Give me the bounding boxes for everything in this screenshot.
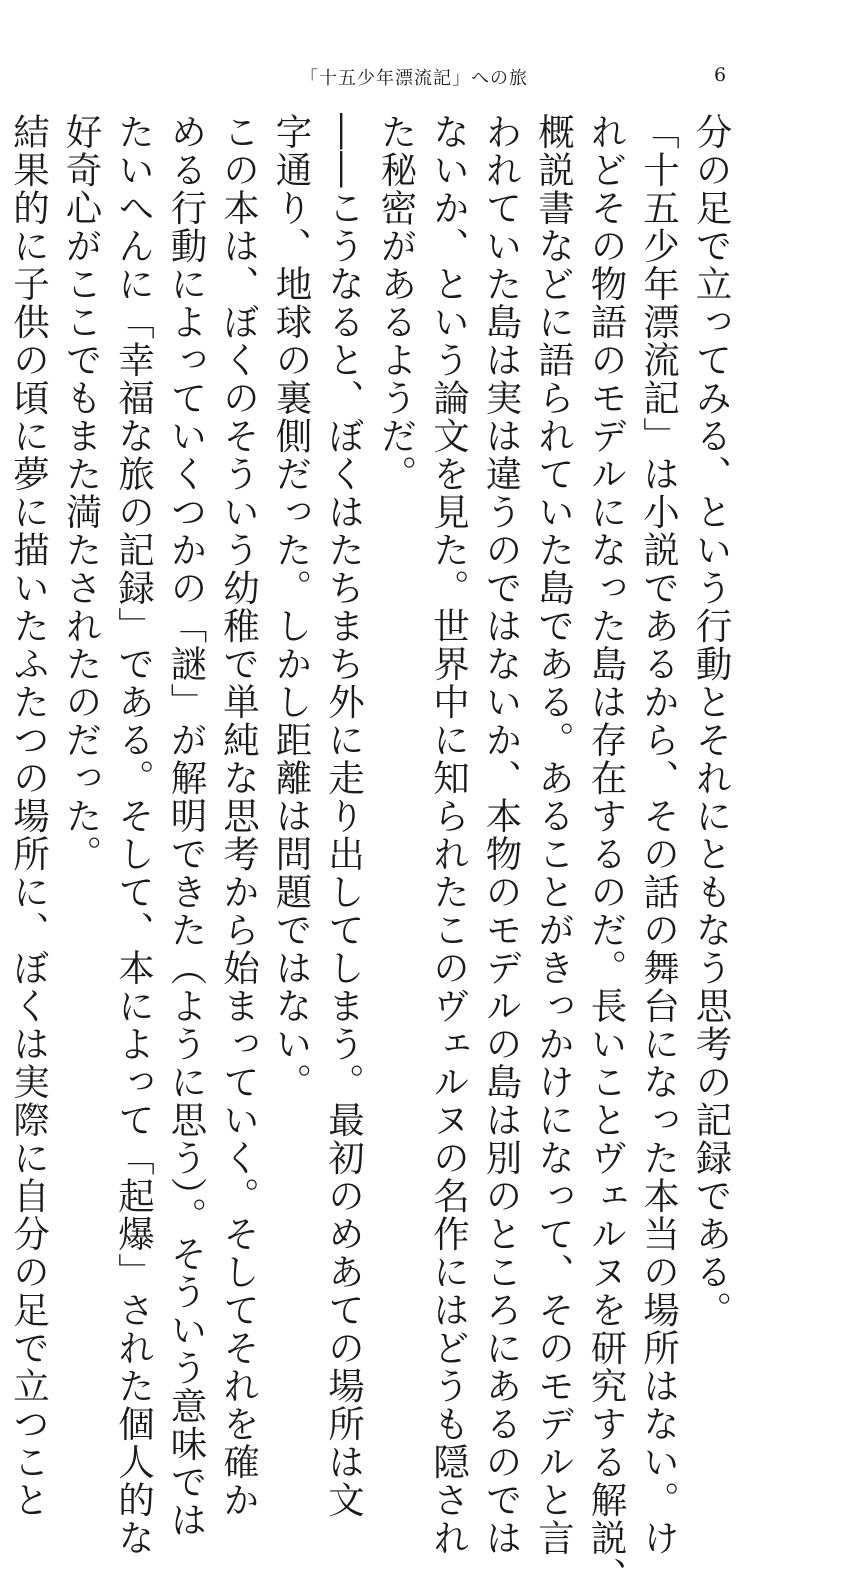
text-line: [0, 113, 2, 1113]
text-line: たいへんに「幸福な旅の記録」である。そして、本によって「起爆」された個人的な: [112, 113, 156, 1557]
text-line: 分の足で立ってみる、という行動とそれにともなう思考の記録である。: [690, 113, 733, 1329]
running-title: 「十五少年漂流記」への旅: [300, 68, 528, 89]
text-line: 結果的に子供の頃に夢に描いたふたつの場所に、ぼくは実際に自分の足で立つこと: [7, 113, 51, 1519]
text-line: この本は、ぼくのそういう幼稚で単純な思考から始まっていく。そしてそれを確か: [217, 113, 261, 1519]
text-line: ――こうなると、ぼくはたちまち外に走り出してしまう。最初のめあての場所は文: [322, 113, 366, 1519]
text-line: れどその物語のモデルになった島は存在するのだ。長いことヴェルヌを研究する解説、: [585, 113, 628, 1595]
body-text: [7, 113, 737, 1595]
text-line: た秘密があるようだ。: [375, 113, 418, 493]
running-head: [0, 64, 841, 94]
text-line: 概説書などに語られていた島である。あることがきっかけになって、そのモデルと言: [532, 113, 576, 1557]
text-line: 字通り、地球の裏側だった。しかし距離は問題ではない。: [270, 113, 313, 1101]
text-line: 「十五少年漂流記」は小説であるから、その話の舞台になった本当の場所はない。け: [637, 113, 681, 1557]
text-line: われていた島は実は違うのではないか、本物のモデルの島は別のところにあるのでは: [480, 113, 523, 1557]
text-line: 好奇心がここでもまた満たされたのだった。: [60, 113, 103, 873]
text-line: める行動によっていくつかの「謎」が解明できた（ように思う）。そういう意味では: [165, 113, 208, 1539]
text-line: ないか、という論文を見た。世界中に知られたこのヴェルヌの名作にはどうも隠され: [427, 113, 471, 1557]
page-number: 6: [714, 64, 727, 86]
